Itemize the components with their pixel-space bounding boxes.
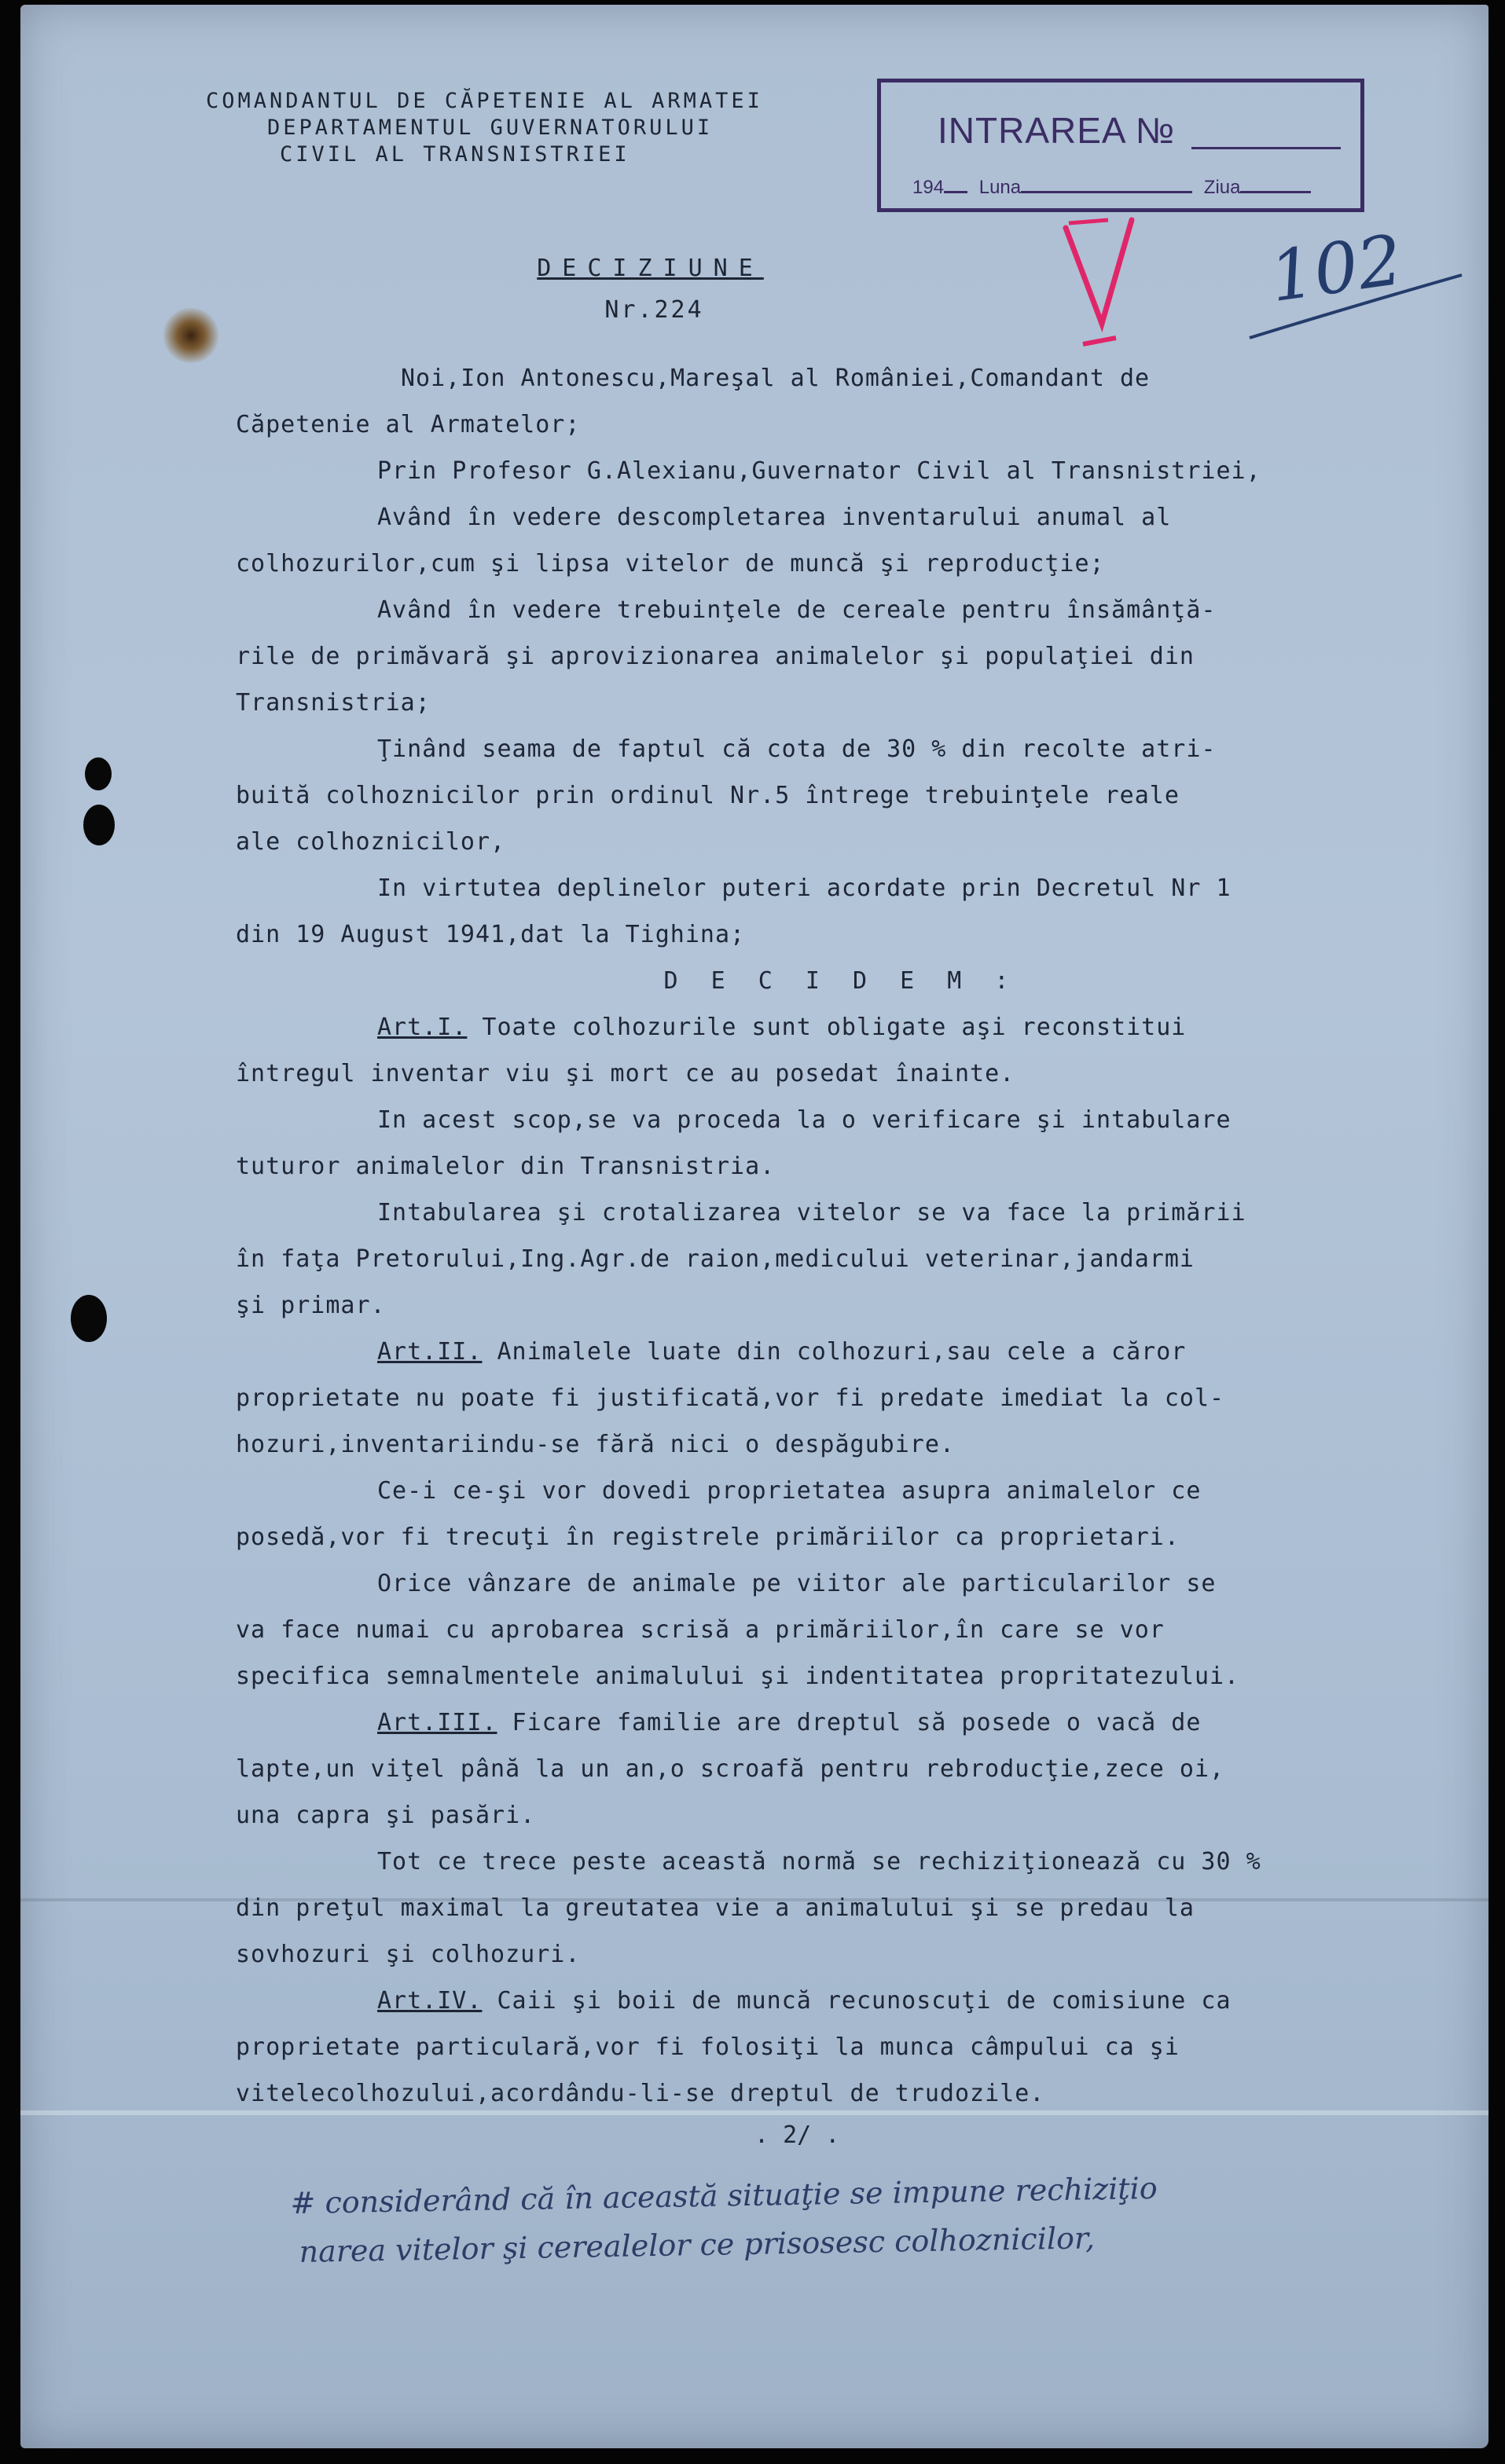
article-text: Animalele luate din colhozuri,sau cele a căror bbox=[482, 1338, 1187, 1366]
text-line: Transnistria; bbox=[236, 689, 431, 717]
text-line: vitelecolhozului,acordându-li-se dreptul de trudozile. bbox=[236, 2080, 1045, 2107]
text-line: specifica semnalmentele animalului şi indentitatea propritatezului. bbox=[236, 1663, 1240, 1690]
text-line: Tot ce trece peste această normă se rechiziţionează cu 30 % bbox=[377, 1848, 1261, 1876]
punch-hole bbox=[71, 1295, 107, 1342]
stamp-luna: Luna bbox=[978, 177, 1022, 198]
article-label: Art.I. bbox=[377, 1014, 468, 1041]
page-mark: . 2/ . bbox=[754, 2121, 840, 2149]
stamp-date-row bbox=[912, 175, 1311, 199]
text-line: una capra şi pasări. bbox=[236, 1802, 536, 1829]
stamp-title: INTRAREA № bbox=[938, 110, 1176, 151]
text-line: întregul inventar viu şi mort ce au posedat înainte. bbox=[236, 1060, 1015, 1087]
text-line: hozuri,inventariindu-se fără nici o despăgubire. bbox=[236, 1431, 955, 1458]
text-line: din preţul maximal la greutatea vie a animalului şi se predau la bbox=[236, 1894, 1195, 1922]
article-line bbox=[251, 1700, 1430, 1746]
article-label: Art.II. bbox=[377, 1338, 483, 1366]
stamp-ziua: Ziua bbox=[1203, 177, 1241, 198]
article-label: Art.III. bbox=[377, 1709, 497, 1736]
text-line: proprietate nu poate fi justificată,vor fi predate imediat la col- bbox=[236, 1384, 1225, 1412]
text-line: Noi,Ion Antonescu,Mareşal al României,Comandant de bbox=[401, 365, 1151, 392]
text-line: Având în vedere trebuinţele de cereale pentru însămânţă- bbox=[377, 596, 1217, 624]
document-heading bbox=[0, 255, 1505, 324]
document-title: DECIZIUNE bbox=[537, 255, 764, 282]
text-line: buită colhoznicilor prin ordinul Nr.5 întrege trebuinţele reale bbox=[236, 782, 1180, 809]
text-line: Având în vedere descompletarea inventarului anumal al bbox=[377, 504, 1172, 531]
issuer-header bbox=[206, 88, 850, 168]
decision-heading: D E C I D E M : bbox=[663, 967, 1019, 995]
article-text: Toate colhozurile sunt obligate aşi reconstitui bbox=[467, 1014, 1187, 1041]
punch-hole bbox=[85, 757, 112, 790]
punch-hole bbox=[83, 805, 115, 845]
text-line: Prin Profesor G.Alexianu,Guvernator Civil al Transnistriei, bbox=[377, 457, 1261, 485]
text-line: In virtutea deplinelor puteri acordate prin Decretul Nr 1 bbox=[377, 874, 1232, 902]
text-line: tuturor animalelor din Transnistria. bbox=[236, 1153, 776, 1180]
text-line: în faţa Pretorului,Ing.Agr.de raion,medicului veterinar,jandarmi bbox=[236, 1245, 1195, 1273]
handwritten-note bbox=[290, 2158, 1470, 2276]
header-line: COMANDANTUL DE CĂPETENIE AL ARMATEI bbox=[206, 89, 763, 113]
text-line: rile de primăvară şi aprovizionarea animalelor şi populaţiei din bbox=[236, 643, 1195, 670]
text-line: Căpetenie al Armatelor; bbox=[236, 411, 581, 438]
article-line bbox=[251, 1004, 1430, 1050]
handwritten-note-line: narea vitelor şi cerealelor ce prisosesc colhoznicilor, bbox=[299, 2220, 1096, 2269]
article-text: Ficare familie are dreptul să posede o vacă de bbox=[497, 1709, 1202, 1736]
text-line: proprietate particulară,vor fi folosiţi la munca câmpului ca şi bbox=[236, 2033, 1180, 2061]
header-line: CIVIL AL TRANSNISTRIEI bbox=[280, 142, 630, 167]
stamp-year: 194 bbox=[912, 177, 945, 198]
text-line: lapte,un viţel până la un an,o scroafă pentru rebroducţie,zece oi, bbox=[236, 1755, 1225, 1783]
handwritten-note-line: # considerând că în această situaţie se impune rechiziţio bbox=[290, 2170, 1158, 2221]
stamp-number-line bbox=[1191, 147, 1341, 149]
article-label: Art.IV. bbox=[377, 1987, 483, 2015]
text-line: Ce-i ce-şi vor dovedi proprietatea asupra animalelor ce bbox=[377, 1477, 1202, 1505]
text-line: Ţinând seama de faptul că cota de 30 % din recolte atri- bbox=[377, 735, 1217, 763]
registry-stamp bbox=[877, 79, 1364, 212]
text-line: va face numai cu aprobarea scrisă a primăriilor,în care se vor bbox=[236, 1616, 1165, 1644]
header-line: DEPARTAMENTUL GUVERNATORULUI bbox=[267, 116, 714, 140]
text-line: posedă,vor fi trecuţi în registrele primăriilor ca proprietari. bbox=[236, 1524, 1180, 1551]
handwritten-number: 102 bbox=[1265, 218, 1408, 318]
article-line bbox=[251, 1978, 1430, 2024]
text-line: Intabularea şi crotalizarea vitelor se va face la primării bbox=[377, 1199, 1246, 1226]
text-line: colhozurilor,cum şi lipsa vitelor de muncă şi reproducţie; bbox=[236, 550, 1105, 578]
text-line: ale colhoznicilor, bbox=[236, 828, 506, 856]
document-body bbox=[236, 355, 1430, 2117]
document-number: Nr.224 bbox=[604, 296, 704, 324]
text-line: şi primar. bbox=[236, 1292, 386, 1319]
article-text: Caii şi boii de muncă recunoscuţi de comisiune ca bbox=[482, 1987, 1232, 2015]
text-line: Orice vânzare de animale pe viitor ale particularilor se bbox=[377, 1570, 1217, 1597]
text-line: sovhozuri şi colhozuri. bbox=[236, 1941, 581, 1968]
article-line bbox=[251, 1329, 1430, 1375]
text-line: In acest scop,se va proceda la o verificare şi intabulare bbox=[377, 1106, 1232, 1134]
text-line: din 19 August 1941,dat la Tighina; bbox=[236, 921, 746, 948]
